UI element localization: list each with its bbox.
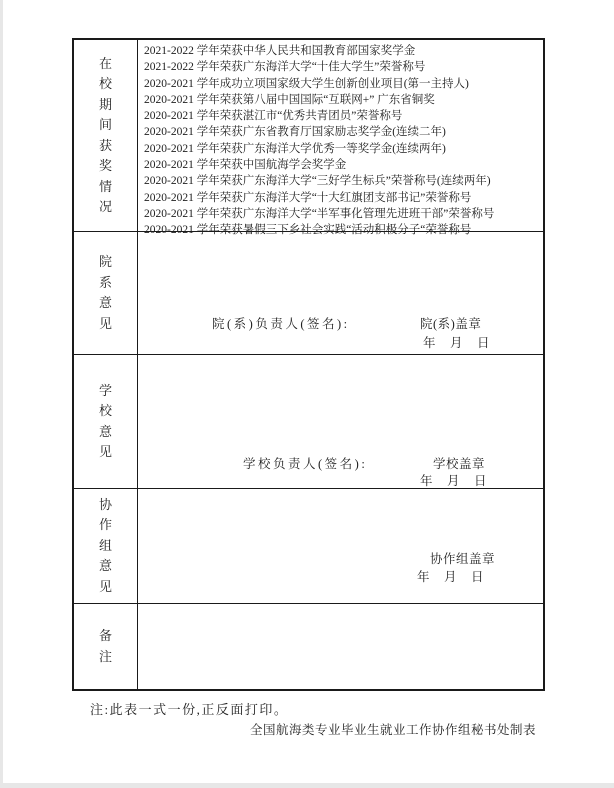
awards-content-cell: [138, 40, 543, 237]
header-char: 间: [98, 117, 112, 132]
award-line: 2020-2021 学年荣获广东海洋大学“三好学生标兵”荣誉称号(连续两年): [144, 175, 491, 188]
award-line: 2020-2021 学年成功立项国家级大学生创新创业项目(第一主持人): [144, 77, 469, 90]
department-row-header: [74, 232, 138, 354]
header-char: 在: [98, 55, 112, 71]
header-char: 注: [98, 648, 112, 664]
form-table: [72, 38, 545, 691]
header-char: 校: [98, 76, 112, 91]
header-char: 奖: [98, 158, 112, 173]
row-group-opinion: [74, 489, 543, 604]
header-char: 见: [98, 315, 112, 331]
header-char: 学: [98, 382, 112, 398]
header-char: 院: [98, 254, 112, 269]
header-char: 作: [98, 517, 112, 533]
form-credit: 全国航海类专业毕业生就业工作协作组秘书处制表: [250, 723, 537, 737]
award-line: 2020-2021 学年荣获广东海洋大学“半军事化管理先进班干部”荣誉称号: [144, 207, 495, 220]
header-char: 意: [98, 295, 112, 310]
header-char: 协: [98, 496, 112, 512]
page-edge-bottom: [0, 783, 614, 788]
award-line: 2020-2021 学年荣获湛江市“优秀共青团员”荣誉称号: [144, 110, 403, 123]
award-line: 2020-2021 学年荣获暑假三下乡社会实践“活动积极分子“荣誉称号: [144, 224, 472, 237]
row-remarks: [74, 604, 543, 689]
remarks-content-cell: [138, 604, 543, 689]
school-content-cell: [138, 355, 543, 488]
school-sign-label: 学校负责人(签名):: [243, 457, 368, 471]
department-seal-label: 院(系)盖章: [420, 317, 482, 331]
header-char: 校: [98, 403, 112, 418]
school-date-line: 年 月 日: [420, 474, 488, 488]
header-char: 情: [98, 178, 112, 194]
row-department-opinion: [74, 232, 543, 355]
group-seal-label: 协作组盖章: [430, 552, 496, 566]
award-line: 2020-2021 学年荣获广东省教育厅国家励志奖学金(连续二年): [144, 126, 446, 139]
header-char: 期: [98, 96, 112, 112]
department-date-line: 年 月 日: [423, 336, 491, 350]
page-edge-left: [0, 0, 3, 788]
group-date-line: 年 月 日: [417, 570, 485, 584]
award-line: 2021-2022 学年荣获广东海洋大学“十佳大学生”荣誉称号: [144, 61, 426, 74]
group-row-header: [74, 489, 138, 603]
award-line: 2021-2022 学年荣获中华人民共和国教育部国家奖学金: [144, 45, 416, 57]
print-note: 注:此表一式一份,正反面打印。: [90, 702, 289, 717]
school-row-header: [74, 355, 138, 488]
department-content-cell: [138, 232, 543, 354]
awards-list: [138, 40, 543, 239]
award-line: 2020-2021 学年荣获广东海洋大学优秀一等奖学金(连续两年): [144, 142, 446, 155]
award-line: 2020-2021 学年荣获第八届中国国际“互联网+” 广东省铜奖: [144, 93, 435, 106]
school-seal-label: 学校盖章: [433, 457, 486, 471]
header-char: 况: [98, 199, 112, 214]
award-line: 2020-2021 学年荣获中国航海学会奖学金: [144, 159, 347, 172]
award-line: 2020-2021 学年荣获广东海洋大学“十大红旗团支部书记”荣誉称号: [144, 191, 472, 204]
header-char: 见: [98, 444, 112, 459]
group-content-cell: [138, 489, 543, 603]
header-char: 获: [98, 137, 112, 153]
row-awards: [74, 40, 543, 237]
header-char: 系: [98, 274, 112, 290]
remarks-row-header: [74, 604, 138, 689]
header-char: 意: [98, 423, 112, 439]
row-school-opinion: [74, 355, 543, 489]
awards-row-header: [74, 40, 138, 231]
header-char: 见: [98, 578, 112, 594]
header-char: 组: [98, 537, 112, 553]
department-sign-label: 院(系)负责人(签名):: [212, 317, 350, 331]
header-char: 备: [98, 628, 112, 643]
header-char: 意: [98, 558, 112, 574]
